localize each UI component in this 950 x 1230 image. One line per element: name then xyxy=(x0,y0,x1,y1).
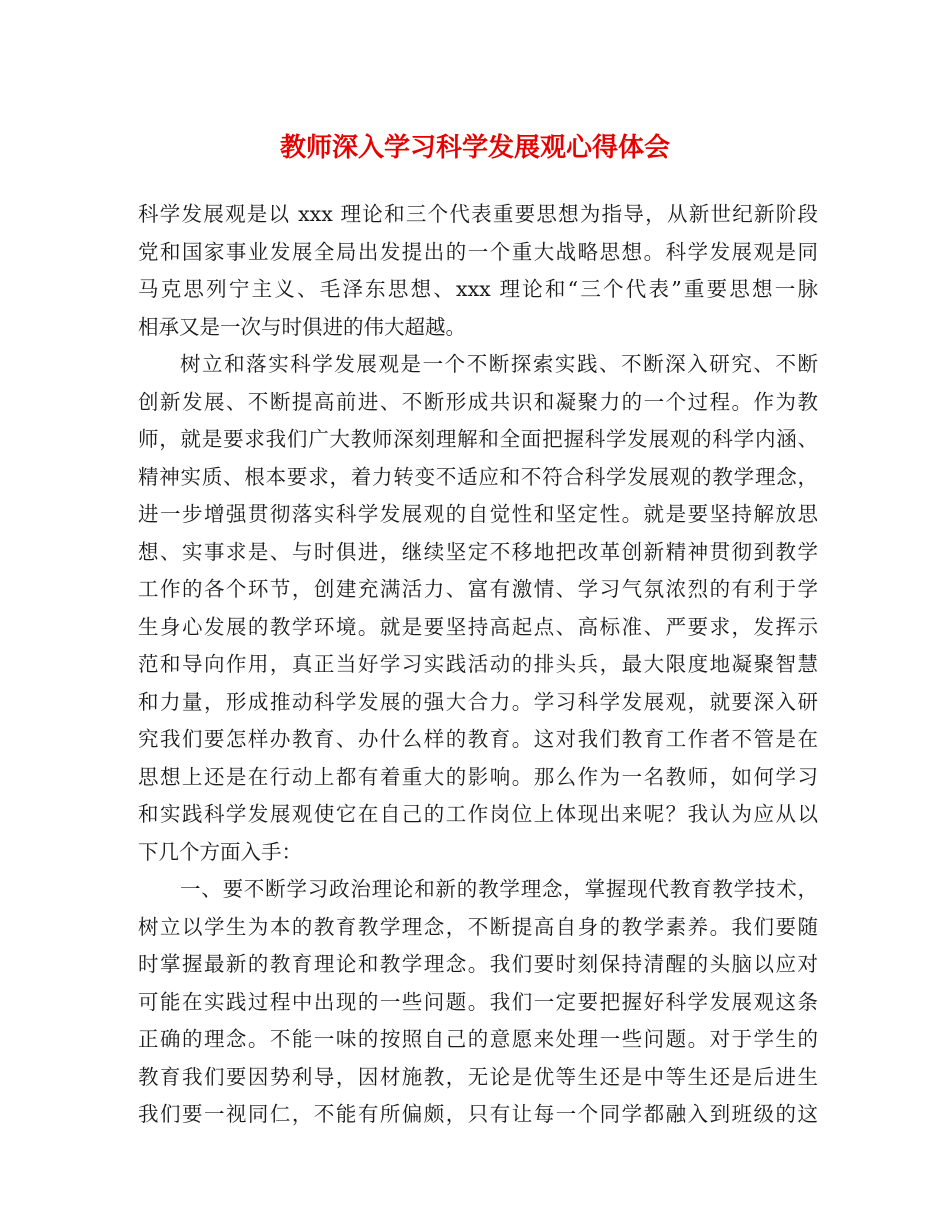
paragraph-2-line: 工作的各个环节，创建充满活力、富有激情、学习气氛浓烈的有利于学 xyxy=(138,577,818,601)
paragraph-3-line: 教育我们要因势利导，因材施教，无论是优等生还是中等生还是后进生 xyxy=(138,1064,818,1089)
paragraph-2-line: 和力量，形成推动科学发展的强大合力。学习科学发展观，就要深入研 xyxy=(138,689,818,714)
paragraph-2-line: 进一步增强贯彻落实科学发展观的自觉性和坚定性。就是要坚持解放思 xyxy=(138,502,818,526)
paragraph-1-line: 相承又是一次与时俱进的伟大超越。 xyxy=(138,314,466,339)
paragraph-2-line: 想、实事求是、与时俱进，继续坚定不移地把改革创新精神贯彻到教学 xyxy=(138,539,818,564)
paragraph-3-line: 时掌握最新的教育理论和教学理念。我们要时刻保持清醒的头脑以应对 xyxy=(138,952,818,976)
paragraph-1-line: 马克思列宁主义、毛泽东思想、xxx 理论和“三个代表”重要思想一脉 xyxy=(138,277,818,301)
document-body xyxy=(138,196,818,1134)
paragraph-3-line: 正确的理念。不能一味的按照自己的意愿来处理一些问题。对于学生的 xyxy=(138,1027,818,1051)
paragraph-3-line: 我们要一视同仁，不能有所偏颇，只有让每一个同学都融入到班级的这 xyxy=(138,1102,818,1126)
document-title: 教师深入学习科学发展观心得体会 xyxy=(279,133,670,163)
paragraph-2-line: 树立和落实科学发展观是一个不断探索实践、不断深入研究、不断 xyxy=(180,352,818,376)
paragraph-1-line: 科学发展观是以 xxx 理论和三个代表重要思想为指导，从新世纪新阶段 xyxy=(138,202,818,226)
paragraph-3-line: 一、要不断学习政治理论和新的教学理念，掌握现代教育教学技术， xyxy=(180,877,818,901)
paragraph-2-line: 生身心发展的教学环境。就是要坚持高起点、高标准、严要求，发挥示 xyxy=(138,614,818,639)
paragraph-3-line: 可能在实践过程中出现的一些问题。我们一定要把握好科学发展观这条 xyxy=(138,989,818,1014)
paragraph-2-line: 究我们要怎样办教育、办什么样的教育。这对我们教育工作者不管是在 xyxy=(138,727,818,751)
paragraph-2-line: 精神实质、根本要求，着力转变不适应和不符合科学发展观的教学理念， xyxy=(138,464,818,489)
paragraph-1-line: 党和国家事业发展全局出发提出的一个重大战略思想。科学发展观是同 xyxy=(138,239,818,264)
paragraph-2-line: 范和导向作用，真正当好学习实践活动的排头兵，最大限度地凝聚智慧 xyxy=(138,652,818,676)
paragraph-2-line: 师，就是要求我们广大教师深刻理解和全面把握科学发展观的科学内涵、 xyxy=(138,427,818,451)
paragraph-2-line: 和实践科学发展观使它在自己的工作岗位上体现出来呢？我认为应从以 xyxy=(138,802,818,826)
paragraph-2-line: 创新发展、不断提高前进、不断形成共识和凝聚力的一个过程。作为教 xyxy=(138,389,818,414)
paragraph-2-line: 思想上还是在行动上都有着重大的影响。那么作为一名教师，如何学习 xyxy=(138,764,818,789)
paragraph-3-line: 树立以学生为本的教育教学理念，不断提高自身的教学素养。我们要随 xyxy=(138,914,818,939)
paragraph-2-line: 下几个方面入手： xyxy=(138,839,302,864)
